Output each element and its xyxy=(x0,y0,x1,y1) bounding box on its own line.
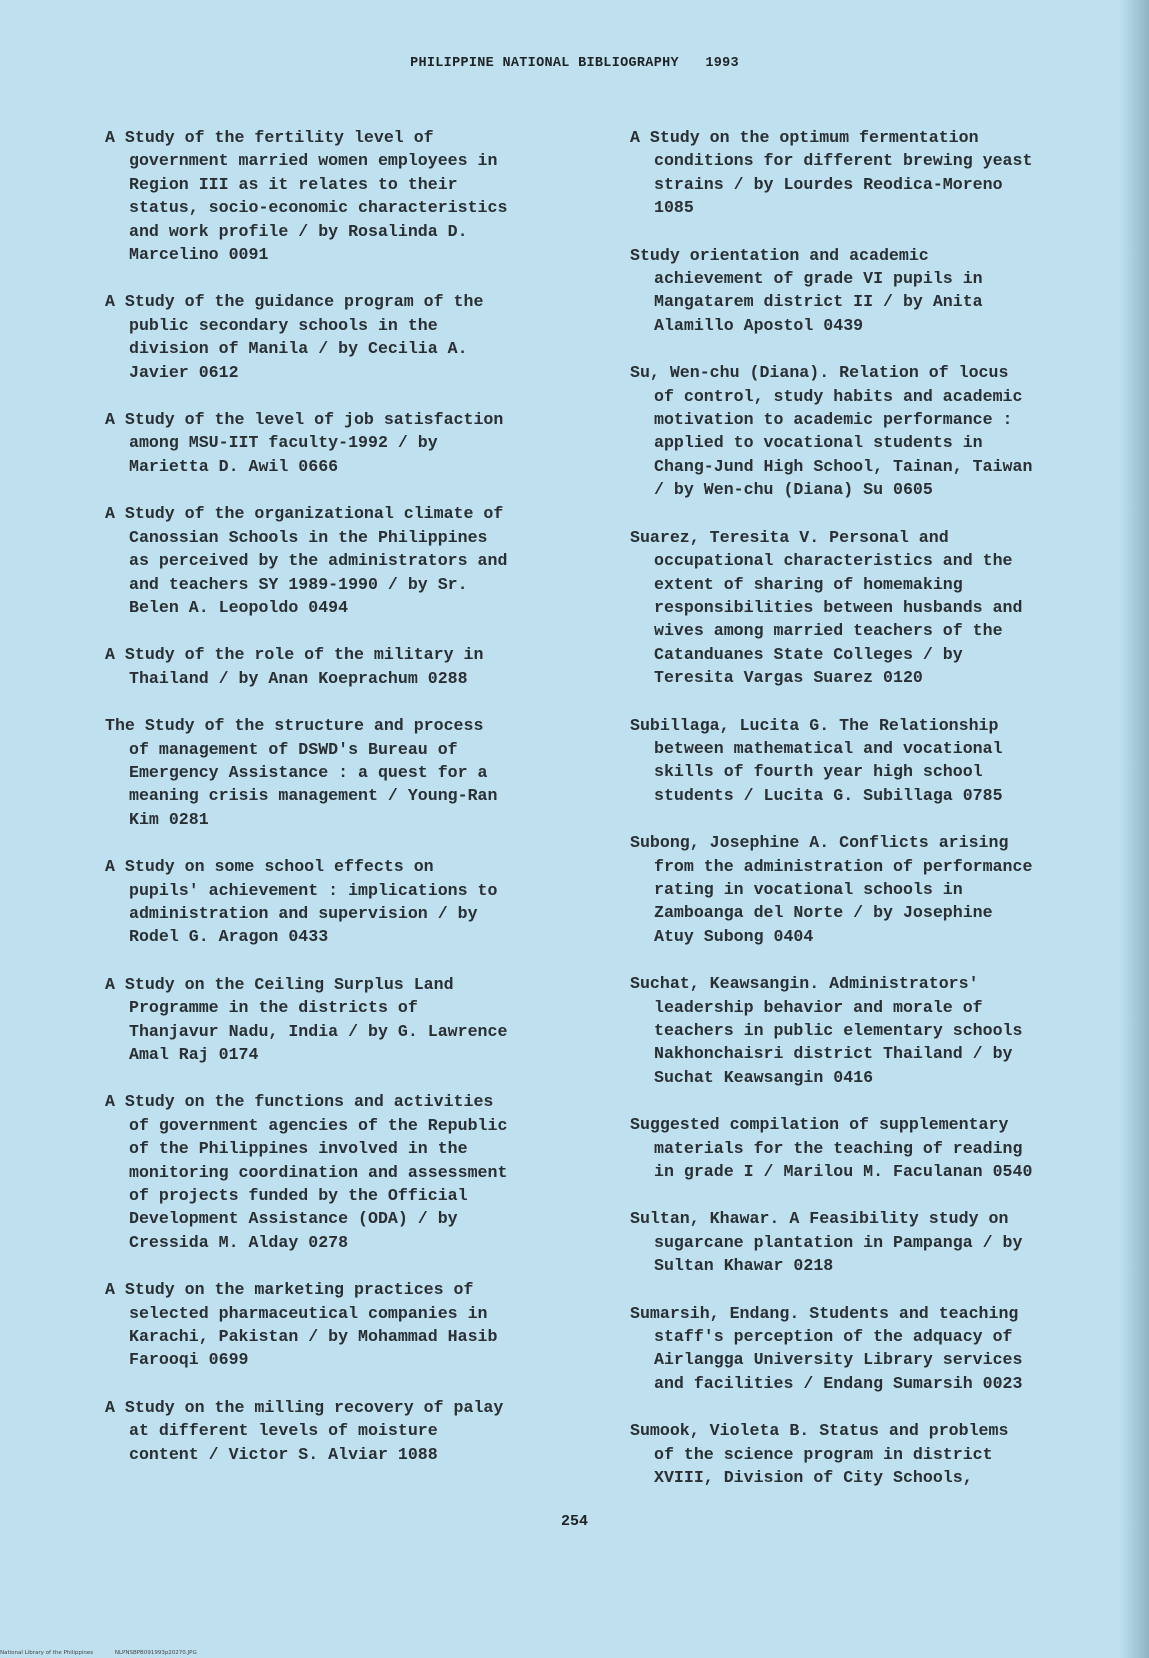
scan-credit xyxy=(0,1650,217,1656)
credit-library: National Library of the Philippines xyxy=(0,1650,94,1656)
bib-entry: A Study of the fertility level of government married women employees in Region III as it relates to their status, socio-economic characteristics and work profile / by Rosalinda D. Marcelino 0091 xyxy=(105,128,508,265)
bib-entry: Study orientation and academic achievement of grade VI pupils in Mangatarem district II / by Anita Alamillo Apostol 0439 xyxy=(630,245,983,335)
bib-entry: A Study on some school effects on pupils' achievement : implications to administration and supervision / by Rodel G. Aragon 0433 xyxy=(105,857,498,947)
bib-entry: A Study on the functions and activities of government agencies of the Republic of the Philippines involved in the monitoring coordination and assessment of projects funded by the Official Development Assistance (ODA) / by Cressida M. Alday 0278 xyxy=(105,1092,508,1252)
bib-entry: Sumarsih, Endang. Students and teaching staff's perception of the adquacy of Airlangga University Library services and facilities / Endang Sumarsih 0023 xyxy=(630,1303,1023,1393)
bib-entry: Subong, Josephine A. Conflicts arising from the administration of performance rating in vocational schools in Zamboanga del Norte / by Josephine Atuy Subong 0404 xyxy=(630,833,1033,946)
right-column xyxy=(630,126,1110,1514)
bib-entry: A Study on the marketing practices of selected pharmaceutical companies in Karachi, Pakistan / by Mohammad Hasib Farooqi 0699 xyxy=(105,1280,498,1370)
bib-entry: Sultan, Khawar. A Feasibility study on sugarcane plantation in Pampanga / by Sultan Khawar 0218 xyxy=(630,1209,1023,1276)
page-number: 254 xyxy=(560,1513,588,1530)
left-column xyxy=(105,126,585,1490)
bib-entry: A Study on the optimum fermentation conditions for different brewing yeast strains / by Lourdes Reodica-Moreno 1085 xyxy=(630,128,1033,218)
bib-entry: A Study of the level of job satisfaction among MSU-IIT faculty-1992 / by Marietta D. Awil 0666 xyxy=(105,410,504,476)
bib-entry: Suggested compilation of supplementary materials for the teaching of reading in grade I / Marilou M. Faculanan 0540 xyxy=(630,1115,1033,1182)
bib-entry: The Study of the structure and process of management of DSWD's Bureau of Emergency Assistance : a quest for a meaning crisis management / Young-Ran Kim 0281 xyxy=(105,716,498,829)
bib-entry: Su, Wen-chu (Diana). Relation of locus of control, study habits and academic motivation to academic performance : applied to vocational students in Chang-Jund High School, Tainan, Taiwan / by Wen-chu (Diana) Su 0605 xyxy=(630,363,1033,500)
bib-entry: Suarez, Teresita V. Personal and occupational characteristics and the extent of sharing of homemaking responsibilities between husbands and wives among married teachers of the Catanduanes State Colleges / by Teresita Vargas Suarez 0120 xyxy=(630,527,1023,688)
bib-entry: A Study on the Ceiling Surplus Land Programme in the districts of Thanjavur Nadu, India / by G. Lawrence Amal Raj 0174 xyxy=(105,974,508,1064)
bib-entry: Subillaga, Lucita G. The Relationship between mathematical and vocational skills of fourth year high school students / Lucita G. Subillaga 0785 xyxy=(630,715,1003,805)
bib-entry: Sumook, Violeta B. Status and problems of the science program in district XVIII, Division of City Schools, xyxy=(630,1421,1009,1488)
credit-file: NLPNSBPB091993p20270.JPG xyxy=(114,1650,197,1656)
bib-entry: A Study on the milling recovery of palay at different levels of moisture content / Victor S. Alviar 1088 xyxy=(105,1397,504,1464)
bib-entry: A Study of the organizational climate of Canossian Schools in the Philippines as perceived by the administrators and and teachers SY 1989-1990 / by Sr. Belen A. Leopoldo 0494 xyxy=(105,504,508,617)
header-title: PHILIPPINE NATIONAL BIBLIOGRAPHY xyxy=(410,56,679,71)
header-year: 1993 xyxy=(705,56,739,71)
running-header xyxy=(0,56,1149,71)
page-edge-shadow xyxy=(1119,0,1149,1658)
bib-entry: A Study of the guidance program of the public secondary schools in the division of Manila / by Cecilia A. Javier 0612 xyxy=(105,292,484,382)
bib-entry: A Study of the role of the military in Thailand / by Anan Koeprachum 0288 xyxy=(105,645,484,688)
bib-entry: Suchat, Keawsangin. Administrators' leadership behavior and morale of teachers in public elementary schools Nakhonchaisri district Thailand / by Suchat Keawsangin 0416 xyxy=(630,974,1023,1087)
